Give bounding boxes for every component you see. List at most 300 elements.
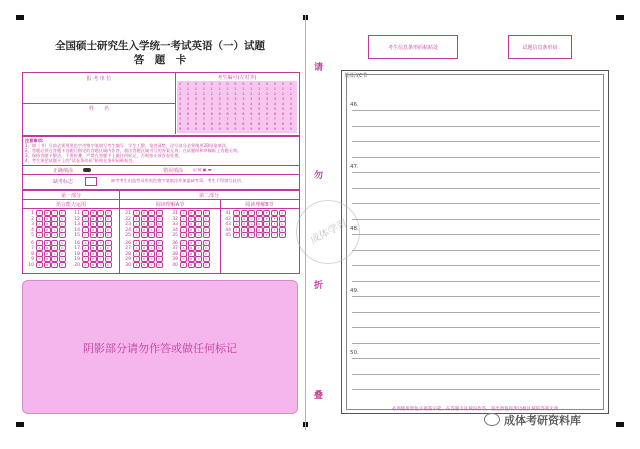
option-bubble[interactable]: C [97,210,104,216]
id-digit-bubble[interactable]: 3 [210,97,213,101]
option-bubble[interactable]: B [188,227,195,233]
id-digit-bubble[interactable]: 7 [281,117,284,121]
id-digit-bubble[interactable]: 2 [265,92,269,96]
option-bubble[interactable]: D [59,256,66,262]
option-bubble[interactable]: E [263,221,270,227]
option-bubble[interactable]: A [82,240,89,246]
id-digit-bubble[interactable]: 3 [179,97,182,101]
id-digit-bubble[interactable]: 0 [234,82,237,86]
id-digit-bubble[interactable]: 5 [242,107,245,111]
option-bubble[interactable]: B [141,245,148,251]
option-bubble[interactable]: D [256,227,263,233]
option-bubble[interactable]: F [271,221,278,227]
id-digit-bubble[interactable]: 4 [186,102,190,106]
id-digit-bubble[interactable]: 7 [226,117,229,121]
option-bubble[interactable]: B [141,251,148,257]
option-bubble[interactable]: C [248,232,255,238]
id-digit-bubble[interactable]: 1 [202,87,205,91]
option-bubble[interactable]: A [133,227,140,233]
id-digit-bubble[interactable]: 3 [194,97,198,101]
translation-area[interactable] [341,70,609,414]
option-bubble[interactable]: E [263,210,270,216]
option-bubble[interactable]: C [51,227,58,233]
id-digit-bubble[interactable]: 8 [179,122,182,126]
id-digit-bubble[interactable]: 2 [194,92,198,96]
id-digit-bubble[interactable]: 2 [202,92,205,96]
id-digit-bubble[interactable]: 7 [265,117,269,121]
id-digit-bubble[interactable]: 6 [242,112,245,116]
option-bubble[interactable]: B [44,216,51,222]
option-bubble[interactable]: D [156,256,163,262]
id-digit-bubble[interactable]: 0 [265,82,269,86]
option-bubble[interactable]: C [248,221,255,227]
option-bubble[interactable]: D [59,210,66,216]
option-bubble[interactable]: A [180,232,187,238]
id-digit-bubble[interactable]: 6 [194,112,198,116]
option-bubble[interactable]: B [90,245,97,251]
option-bubble[interactable]: A [36,216,43,222]
option-bubble[interactable]: C [97,262,104,268]
id-digit-bubble[interactable]: 0 [273,82,277,86]
option-bubble[interactable]: A [233,210,240,216]
option-bubble[interactable]: G [279,232,286,238]
id-digit-bubble[interactable]: 3 [273,97,277,101]
option-bubble[interactable]: D [156,240,163,246]
id-digit-bubble[interactable]: 8 [186,122,190,126]
id-digit-bubble[interactable]: 3 [250,97,253,101]
option-bubble[interactable]: G [279,221,286,227]
id-digit-bubble[interactable]: 1 [210,87,213,91]
option-bubble[interactable]: C [195,221,202,227]
id-digit-bubble[interactable]: 8 [258,122,261,126]
option-bubble[interactable]: B [44,232,51,238]
option-bubble[interactable]: D [156,216,163,222]
id-digit-bubble[interactable]: 2 [226,92,229,96]
id-digit-bubble[interactable]: 2 [234,92,237,96]
id-digit-bubble[interactable]: 7 [258,117,261,121]
option-bubble[interactable]: C [51,251,58,257]
id-digit-bubble[interactable]: 9 [250,127,253,131]
option-bubble[interactable]: D [256,232,263,238]
option-bubble[interactable]: D [203,262,210,268]
id-digit-bubble[interactable]: 9 [234,127,237,131]
id-digit-bubble[interactable]: 6 [226,112,229,116]
option-bubble[interactable]: C [248,227,255,233]
option-bubble[interactable]: B [90,262,97,268]
option-bubble[interactable]: C [195,251,202,257]
option-bubble[interactable]: D [59,240,66,246]
option-bubble[interactable]: D [203,221,210,227]
id-digit-bubble[interactable]: 9 [202,127,205,131]
option-bubble[interactable]: A [36,221,43,227]
option-bubble[interactable]: B [241,227,248,233]
id-digit-bubble[interactable]: 0 [210,82,213,86]
id-digit-bubble[interactable]: 7 [234,117,237,121]
option-bubble[interactable]: A [233,232,240,238]
option-bubble[interactable]: D [156,210,163,216]
id-digit-bubble[interactable]: 2 [186,92,190,96]
option-bubble[interactable]: B [90,240,97,246]
option-bubble[interactable]: B [141,221,148,227]
option-bubble[interactable]: G [279,227,286,233]
option-bubble[interactable]: D [105,245,112,251]
option-bubble[interactable]: C [97,240,104,246]
option-bubble[interactable]: A [180,221,187,227]
option-bubble[interactable]: B [188,240,195,246]
option-bubble[interactable]: D [203,227,210,233]
id-digit-bubble[interactable]: 4 [289,102,292,106]
option-bubble[interactable]: C [248,216,255,222]
option-bubble[interactable]: A [82,262,89,268]
option-bubble[interactable]: B [241,232,248,238]
id-digit-bubble[interactable]: 4 [210,102,213,106]
option-bubble[interactable]: B [141,232,148,238]
id-digit-bubble[interactable]: 6 [281,112,284,116]
id-digit-bubble[interactable]: 2 [281,92,284,96]
id-digit-bubble[interactable]: 6 [218,112,221,116]
option-bubble[interactable]: B [188,245,195,251]
option-bubble[interactable]: D [256,216,263,222]
id-digit-bubble[interactable]: 4 [226,102,229,106]
option-bubble[interactable]: C [51,262,58,268]
option-bubble[interactable]: B [141,256,148,262]
option-bubble[interactable]: F [271,216,278,222]
option-bubble[interactable]: A [180,262,187,268]
option-bubble[interactable]: A [82,232,89,238]
option-bubble[interactable]: A [180,240,187,246]
id-digit-bubble[interactable]: 4 [194,102,198,106]
option-bubble[interactable]: D [256,210,263,216]
id-digit-bubble[interactable]: 8 [210,122,213,126]
id-digit-bubble[interactable]: 5 [265,107,269,111]
option-bubble[interactable]: D [105,256,112,262]
option-bubble[interactable]: B [90,221,97,227]
id-digit-bubble[interactable]: 4 [258,102,261,106]
option-bubble[interactable]: D [156,232,163,238]
id-digit-bubble[interactable]: 8 [273,122,277,126]
option-bubble[interactable]: D [105,221,112,227]
id-digit-bubble[interactable]: 6 [186,112,190,116]
id-digit-bubble[interactable]: 0 [186,82,190,86]
id-digit-bubble[interactable]: 0 [242,82,245,86]
option-bubble[interactable]: C [97,216,104,222]
option-bubble[interactable]: D [59,221,66,227]
option-bubble[interactable]: A [133,210,140,216]
option-bubble[interactable]: A [133,251,140,257]
option-bubble[interactable]: A [133,240,140,246]
option-bubble[interactable]: A [82,221,89,227]
id-digit-bubble[interactable]: 2 [250,92,253,96]
id-digit-bubble[interactable]: 7 [186,117,190,121]
option-bubble[interactable]: C [195,256,202,262]
option-bubble[interactable]: D [203,240,210,246]
id-digit-bubble[interactable]: 9 [194,127,198,131]
option-bubble[interactable]: B [241,216,248,222]
option-bubble[interactable]: C [195,210,202,216]
id-digit-bubble[interactable]: 5 [210,107,213,111]
option-bubble[interactable]: C [248,210,255,216]
id-digit-bubble[interactable]: 1 [258,87,261,91]
id-digit-bubble[interactable]: 2 [210,92,213,96]
option-bubble[interactable]: C [51,210,58,216]
id-digit-bubble[interactable]: 9 [186,127,190,131]
option-bubble[interactable]: D [203,256,210,262]
option-bubble[interactable]: C [195,227,202,233]
id-digit-bubble[interactable]: 3 [202,97,205,101]
id-digit-bubble[interactable]: 2 [258,92,261,96]
absent-checkbox[interactable] [85,177,97,186]
option-bubble[interactable]: D [105,210,112,216]
id-digit-bubble[interactable]: 7 [250,117,253,121]
option-bubble[interactable]: D [59,262,66,268]
option-bubble[interactable]: C [97,227,104,233]
id-digit-bubble[interactable]: 1 [186,87,190,91]
option-bubble[interactable]: A [133,216,140,222]
id-digit-bubble[interactable]: 2 [242,92,245,96]
id-digit-bubble[interactable]: 7 [242,117,245,121]
option-bubble[interactable]: B [90,210,97,216]
option-bubble[interactable]: F [271,227,278,233]
option-bubble[interactable]: B [141,216,148,222]
id-digit-bubble[interactable]: 3 [258,97,261,101]
option-bubble[interactable]: A [82,251,89,257]
option-bubble[interactable]: B [44,251,51,257]
option-bubble[interactable]: A [133,262,140,268]
option-bubble[interactable]: C [148,232,155,238]
option-bubble[interactable]: D [105,227,112,233]
option-bubble[interactable]: C [51,245,58,251]
id-digit-bubble[interactable]: 6 [210,112,213,116]
id-digit-bubble[interactable]: 0 [281,82,284,86]
id-digit-bubble[interactable]: 7 [179,117,182,121]
option-bubble[interactable]: C [97,251,104,257]
id-digit-bubble[interactable]: 4 [179,102,182,106]
option-bubble[interactable]: D [256,221,263,227]
id-digit-bubble[interactable]: 5 [202,107,205,111]
id-digit-bubble[interactable]: 0 [250,82,253,86]
option-bubble[interactable]: B [90,227,97,233]
id-digit-bubble[interactable]: 8 [265,122,269,126]
option-bubble[interactable]: C [148,221,155,227]
option-bubble[interactable]: C [195,240,202,246]
id-digit-bubble[interactable]: 1 [289,87,292,91]
option-bubble[interactable]: B [188,232,195,238]
id-digit-bubble[interactable]: 3 [226,97,229,101]
option-bubble[interactable]: D [59,245,66,251]
option-bubble[interactable]: A [180,256,187,262]
option-bubble[interactable]: D [59,232,66,238]
id-digit-bubble[interactable]: 6 [265,112,269,116]
id-digit-bubble[interactable]: 4 [242,102,245,106]
option-bubble[interactable]: C [51,256,58,262]
option-bubble[interactable]: B [188,221,195,227]
id-digit-bubble[interactable]: 1 [250,87,253,91]
option-bubble[interactable]: C [97,245,104,251]
id-digit-bubble[interactable]: 9 [242,127,245,131]
id-digit-bubble[interactable]: 4 [250,102,253,106]
id-digit-bubble[interactable]: 5 [218,107,221,111]
option-bubble[interactable]: G [279,210,286,216]
option-bubble[interactable]: A [233,216,240,222]
id-digit-bubble[interactable]: 9 [179,127,182,131]
id-digit-bubble[interactable]: 2 [273,92,277,96]
option-bubble[interactable]: D [156,245,163,251]
option-bubble[interactable]: A [36,227,43,233]
id-digit-bubble[interactable]: 7 [289,117,292,121]
id-digit-bubble[interactable]: 8 [202,122,205,126]
id-digit-bubble[interactable]: 3 [186,97,190,101]
option-bubble[interactable]: A [233,221,240,227]
option-bubble[interactable]: D [105,232,112,238]
option-bubble[interactable]: A [180,227,187,233]
option-bubble[interactable]: D [105,216,112,222]
option-bubble[interactable]: C [195,216,202,222]
option-bubble[interactable]: C [51,240,58,246]
option-bubble[interactable]: C [148,262,155,268]
id-digit-bubble[interactable]: 1 [242,87,245,91]
id-digit-bubble[interactable]: 3 [289,97,292,101]
option-bubble[interactable]: D [105,251,112,257]
id-digit-bubble[interactable]: 7 [202,117,205,121]
id-digit-bubble[interactable]: 5 [186,107,190,111]
option-bubble[interactable]: D [59,251,66,257]
id-digit-bubble[interactable]: 1 [234,87,237,91]
id-digit-bubble[interactable]: 0 [226,82,229,86]
option-bubble[interactable]: D [203,216,210,222]
option-bubble[interactable]: C [148,251,155,257]
id-digit-bubble[interactable]: 9 [289,127,292,131]
option-bubble[interactable]: B [188,210,195,216]
option-bubble[interactable]: A [180,216,187,222]
id-digit-bubble[interactable]: 5 [258,107,261,111]
option-bubble[interactable]: C [51,216,58,222]
option-bubble[interactable]: B [188,262,195,268]
id-digit-bubble[interactable]: 6 [179,112,182,116]
id-digit-bubble[interactable]: 3 [234,97,237,101]
option-bubble[interactable]: D [105,262,112,268]
id-digit-bubble[interactable]: 0 [289,82,292,86]
id-digit-bubble[interactable]: 1 [281,87,284,91]
option-bubble[interactable]: D [156,251,163,257]
option-bubble[interactable]: G [279,216,286,222]
id-digit-bubble[interactable]: 5 [289,107,292,111]
id-digit-bubble[interactable]: 9 [265,127,269,131]
id-digit-bubble[interactable]: 9 [281,127,284,131]
id-digit-bubble[interactable]: 1 [218,87,221,91]
option-bubble[interactable]: C [51,232,58,238]
id-digit-bubble[interactable]: 1 [226,87,229,91]
id-digit-bubble[interactable]: 1 [194,87,198,91]
id-digit-bubble[interactable]: 9 [258,127,261,131]
option-bubble[interactable]: B [188,251,195,257]
option-bubble[interactable]: B [141,262,148,268]
option-bubble[interactable]: B [90,251,97,257]
option-bubble[interactable]: C [97,221,104,227]
option-bubble[interactable]: B [44,256,51,262]
id-digit-bubble[interactable]: 9 [273,127,277,131]
id-digit-bubble[interactable]: 0 [258,82,261,86]
id-digit-bubble[interactable]: 7 [218,117,221,121]
option-bubble[interactable]: A [36,240,43,246]
id-digit-bubble[interactable]: 4 [202,102,205,106]
option-bubble[interactable]: A [36,256,43,262]
id-digit-bubble[interactable]: 9 [226,127,229,131]
option-bubble[interactable]: E [263,227,270,233]
id-digit-bubble[interactable]: 6 [234,112,237,116]
option-bubble[interactable]: C [97,256,104,262]
id-digit-bubble[interactable]: 5 [273,107,277,111]
id-digit-bubble[interactable]: 4 [265,102,269,106]
option-bubble[interactable]: B [141,210,148,216]
exam-id-grid[interactable] [177,81,297,133]
option-bubble[interactable]: A [180,251,187,257]
id-digit-bubble[interactable]: 6 [250,112,253,116]
option-bubble[interactable]: B [241,221,248,227]
option-bubble[interactable]: B [188,256,195,262]
option-bubble[interactable]: B [141,240,148,246]
option-bubble[interactable]: B [241,210,248,216]
id-digit-bubble[interactable]: 4 [281,102,284,106]
option-bubble[interactable]: C [148,210,155,216]
option-bubble[interactable]: A [82,245,89,251]
option-bubble[interactable]: A [82,216,89,222]
option-bubble[interactable]: C [97,232,104,238]
option-bubble[interactable]: A [180,245,187,251]
option-bubble[interactable]: C [195,262,202,268]
id-digit-bubble[interactable]: 8 [281,122,284,126]
option-bubble[interactable]: A [36,251,43,257]
id-digit-bubble[interactable]: 9 [210,127,213,131]
option-bubble[interactable]: A [133,221,140,227]
id-digit-bubble[interactable]: 3 [218,97,221,101]
option-bubble[interactable]: A [36,232,43,238]
id-digit-bubble[interactable]: 8 [289,122,292,126]
id-digit-bubble[interactable]: 9 [218,127,221,131]
option-bubble[interactable]: D [105,240,112,246]
option-bubble[interactable]: F [271,210,278,216]
option-bubble[interactable]: A [233,227,240,233]
id-digit-bubble[interactable]: 5 [281,107,284,111]
id-digit-bubble[interactable]: 3 [265,97,269,101]
id-digit-bubble[interactable]: 1 [273,87,277,91]
option-bubble[interactable]: D [156,227,163,233]
option-bubble[interactable]: A [133,232,140,238]
id-digit-bubble[interactable]: 0 [179,82,182,86]
option-bubble[interactable]: B [141,227,148,233]
option-bubble[interactable]: D [59,227,66,233]
id-digit-bubble[interactable]: 8 [194,122,198,126]
id-digit-bubble[interactable]: 4 [234,102,237,106]
id-digit-bubble[interactable]: 3 [281,97,284,101]
id-digit-bubble[interactable]: 7 [273,117,277,121]
option-bubble[interactable]: D [203,245,210,251]
option-bubble[interactable]: A [82,210,89,216]
option-bubble[interactable]: B [44,245,51,251]
id-digit-bubble[interactable]: 7 [210,117,213,121]
option-bubble[interactable]: C [195,245,202,251]
id-digit-bubble[interactable]: 8 [218,122,221,126]
option-bubble[interactable]: C [148,227,155,233]
option-bubble[interactable]: B [44,262,51,268]
option-bubble[interactable]: D [59,216,66,222]
id-digit-bubble[interactable]: 4 [218,102,221,106]
id-digit-bubble[interactable]: 0 [202,82,205,86]
option-bubble[interactable]: C [195,232,202,238]
id-digit-bubble[interactable]: 2 [289,92,292,96]
option-bubble[interactable]: C [148,240,155,246]
option-bubble[interactable]: A [36,210,43,216]
id-digit-bubble[interactable]: 8 [242,122,245,126]
